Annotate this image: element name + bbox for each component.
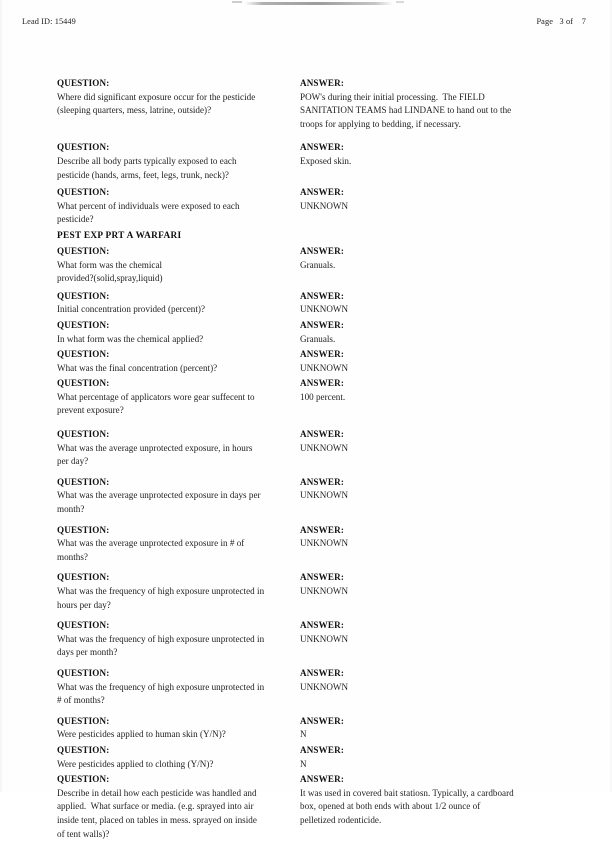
answer-column — [300, 476, 590, 503]
qa-block — [0, 571, 612, 612]
answer-column — [300, 715, 590, 742]
question-column — [57, 377, 300, 418]
qa-block — [0, 377, 612, 418]
question-text-line: What was the average unprotected exposure in days per — [57, 489, 294, 503]
answer-label: ANSWER: — [300, 377, 572, 391]
question-text — [57, 259, 294, 286]
answer-text-line: N — [300, 758, 572, 772]
qa-block-columns — [0, 428, 612, 469]
answer-label: ANSWER: — [300, 773, 572, 787]
question-text-line: Describe all body parts typically exposed to each — [57, 155, 294, 169]
qa-block — [0, 290, 612, 317]
page-number-text: Page 3 of 7 — [536, 17, 586, 26]
answer-label: ANSWER: — [300, 186, 572, 200]
question-text — [57, 758, 294, 772]
answer-text — [300, 259, 572, 273]
question-column — [57, 476, 300, 517]
answer-column — [300, 319, 590, 346]
question-column — [57, 141, 300, 182]
qa-block-spacer — [0, 612, 612, 619]
question-text-line: What form was the chemical — [57, 259, 294, 273]
question-label: QUESTION: — [57, 715, 294, 729]
answer-text — [300, 303, 572, 317]
question-text-line: What was the frequency of high exposure unprotected in — [57, 633, 294, 647]
question-text-line: What was the average unprotected exposure in # of — [57, 537, 294, 551]
question-text — [57, 585, 294, 612]
qa-block — [0, 476, 612, 517]
question-text-line: What was the final concentration (percent)? — [57, 362, 294, 376]
qa-block-spacer — [0, 660, 612, 667]
answer-text-line: UNKNOWN — [300, 633, 572, 647]
answer-column — [300, 245, 590, 272]
qa-block — [0, 428, 612, 469]
question-text-line: provided?(solid,spray,liquid) — [57, 272, 294, 286]
question-text-line: # of months? — [57, 694, 294, 708]
scan-artifact-right — [396, 1, 404, 3]
qa-block-spacer — [0, 517, 612, 524]
question-text-line: month? — [57, 503, 294, 517]
qa-list-top — [0, 77, 612, 229]
qa-block — [0, 186, 612, 227]
question-text-line: months? — [57, 551, 294, 565]
qa-block-columns — [0, 319, 612, 346]
answer-column — [300, 667, 590, 694]
answer-text-line: UNKNOWN — [300, 442, 572, 456]
question-column — [57, 428, 300, 469]
qa-block — [0, 619, 612, 660]
answer-text — [300, 391, 572, 405]
question-text-line: hours per day? — [57, 599, 294, 613]
question-label: QUESTION: — [57, 619, 294, 633]
answer-text — [300, 537, 572, 551]
question-column — [57, 290, 300, 317]
question-label: QUESTION: — [57, 524, 294, 538]
question-text-line: Describe in detail how each pesticide was handled and — [57, 787, 294, 801]
qa-block-columns — [0, 348, 612, 375]
qa-block — [0, 348, 612, 375]
qa-block — [0, 744, 612, 771]
question-text — [57, 91, 294, 118]
question-text-line: of tent walls)? — [57, 828, 294, 841]
question-text — [57, 633, 294, 660]
question-column — [57, 524, 300, 565]
question-text — [57, 489, 294, 516]
question-column — [57, 77, 300, 118]
answer-text-line: It was used in covered bait statiosn. Typically, a cardboard — [300, 787, 572, 801]
answer-text-line: box, opened at both ends with about 1/2 ounce of — [300, 800, 572, 814]
question-text — [57, 155, 294, 182]
qa-block-columns — [0, 571, 612, 612]
qa-block-columns — [0, 377, 612, 418]
answer-label: ANSWER: — [300, 77, 572, 91]
qa-block-spacer — [0, 418, 612, 428]
question-text-line: per day? — [57, 455, 294, 469]
answer-label: ANSWER: — [300, 348, 572, 362]
answer-column — [300, 773, 590, 827]
qa-block-columns — [0, 619, 612, 660]
qa-block — [0, 715, 612, 742]
qa-block-spacer — [0, 564, 612, 571]
qa-block-columns — [0, 290, 612, 317]
answer-label: ANSWER: — [300, 524, 572, 538]
qa-block — [0, 319, 612, 346]
answer-text — [300, 787, 572, 828]
question-label: QUESTION: — [57, 290, 294, 304]
answer-text-line: 100 percent. — [300, 391, 572, 405]
question-text — [57, 200, 294, 227]
qa-block-spacer — [0, 469, 612, 476]
qa-block-columns — [0, 245, 612, 286]
answer-column — [300, 524, 590, 551]
scan-artifact-left — [232, 1, 242, 3]
question-text-line: applied. What surface or media. (e.g. sprayed into air — [57, 800, 294, 814]
answer-text-line: POW's during their initial processing. The FIELD — [300, 91, 572, 105]
answer-text-line: Exposed skin. — [300, 155, 572, 169]
question-text-line: pesticide? — [57, 213, 294, 227]
question-text-line: Were pesticides applied to human skin (Y/N)? — [57, 728, 294, 742]
answer-text — [300, 633, 572, 647]
question-label: QUESTION: — [57, 377, 294, 391]
answer-column — [300, 186, 590, 213]
question-text — [57, 787, 294, 841]
question-text — [57, 303, 294, 317]
answer-text — [300, 333, 572, 347]
question-text-line: Were pesticides applied to clothing (Y/N)? — [57, 758, 294, 772]
answer-column — [300, 377, 590, 404]
qa-block — [0, 667, 612, 708]
answer-text-line: SANITATION TEAMS had LINDANE to hand out to the — [300, 104, 572, 118]
answer-text-line: UNKNOWN — [300, 303, 572, 317]
question-label: QUESTION: — [57, 571, 294, 585]
answer-label: ANSWER: — [300, 476, 572, 490]
question-text-line: What was the average unprotected exposure, in hours — [57, 442, 294, 456]
question-text-line: inside tent, placed on tables in mess. sprayed on inside — [57, 814, 294, 828]
qa-block — [0, 141, 612, 182]
question-text — [57, 391, 294, 418]
answer-label: ANSWER: — [300, 319, 572, 333]
question-column — [57, 773, 300, 841]
answer-text — [300, 758, 572, 772]
answer-text — [300, 91, 572, 132]
question-text-line: (sleeping quarters, mess, latrine, outside)? — [57, 104, 294, 118]
qa-block-columns — [0, 141, 612, 182]
question-text-line: What was the frequency of high exposure unprotected in — [57, 585, 294, 599]
question-text — [57, 681, 294, 708]
answer-text — [300, 362, 572, 376]
question-text — [57, 728, 294, 742]
qa-block-columns — [0, 77, 612, 131]
question-text-line: What percentage of applicators wore gear suffecent to — [57, 391, 294, 405]
answer-column — [300, 141, 590, 168]
qa-block — [0, 77, 612, 131]
question-column — [57, 715, 300, 742]
qa-block — [0, 524, 612, 565]
answer-column — [300, 619, 590, 646]
lead-id-text: Lead ID: 15449 — [22, 17, 76, 26]
answer-label: ANSWER: — [300, 667, 572, 681]
qa-block — [0, 245, 612, 286]
question-text — [57, 362, 294, 376]
question-column — [57, 348, 300, 375]
answer-text-line: UNKNOWN — [300, 537, 572, 551]
question-column — [57, 667, 300, 708]
qa-block-columns — [0, 744, 612, 771]
answer-label: ANSWER: — [300, 571, 572, 585]
answer-label: ANSWER: — [300, 141, 572, 155]
qa-block-columns — [0, 476, 612, 517]
qa-block-spacer — [0, 708, 612, 715]
question-label: QUESTION: — [57, 667, 294, 681]
answer-label: ANSWER: — [300, 619, 572, 633]
question-text — [57, 537, 294, 564]
section-header: PEST EXP PRT A WARFARI — [57, 229, 612, 243]
qa-block-columns — [0, 186, 612, 227]
question-label: QUESTION: — [57, 186, 294, 200]
question-text — [57, 442, 294, 469]
answer-text-line: pelletized rodenticide. — [300, 814, 572, 828]
question-label: QUESTION: — [57, 77, 294, 91]
question-text-line: Initial concentration provided (percent)? — [57, 303, 294, 317]
answer-label: ANSWER: — [300, 290, 572, 304]
question-text-line: In what form was the chemical applied? — [57, 333, 294, 347]
answer-column — [300, 77, 590, 131]
qa-block-spacer — [0, 131, 612, 141]
question-label: QUESTION: — [57, 319, 294, 333]
question-label: QUESTION: — [57, 428, 294, 442]
answer-label: ANSWER: — [300, 245, 572, 259]
question-text-line: What was the frequency of high exposure unprotected in — [57, 681, 294, 695]
question-label: QUESTION: — [57, 245, 294, 259]
question-label: QUESTION: — [57, 744, 294, 758]
answer-text-line: UNKNOWN — [300, 362, 572, 376]
answer-text — [300, 200, 572, 214]
qa-block — [0, 773, 612, 841]
answer-label: ANSWER: — [300, 744, 572, 758]
answer-column — [300, 428, 590, 455]
answer-text-line: N — [300, 728, 572, 742]
question-column — [57, 571, 300, 612]
qa-block-columns — [0, 667, 612, 708]
question-text-line: prevent exposure? — [57, 404, 294, 418]
answer-column — [300, 290, 590, 317]
question-column — [57, 744, 300, 771]
scan-artifact-streak — [245, 2, 393, 5]
answer-text — [300, 489, 572, 503]
question-label: QUESTION: — [57, 348, 294, 362]
question-label: QUESTION: — [57, 773, 294, 787]
answer-text — [300, 681, 572, 695]
question-column — [57, 619, 300, 660]
answer-label: ANSWER: — [300, 428, 572, 442]
answer-column — [300, 744, 590, 771]
question-label: QUESTION: — [57, 476, 294, 490]
answer-text — [300, 728, 572, 742]
answer-text — [300, 155, 572, 169]
answer-column — [300, 571, 590, 598]
qa-content — [0, 77, 612, 841]
question-text-line: Where did significant exposure occur for the pesticide — [57, 91, 294, 105]
answer-text-line: UNKNOWN — [300, 489, 572, 503]
page-header — [22, 17, 590, 26]
answer-text-line: Granuals. — [300, 333, 572, 347]
answer-label: ANSWER: — [300, 715, 572, 729]
question-text-line: pesticide (hands, arms, feet, legs, trunk, neck)? — [57, 169, 294, 183]
question-text — [57, 333, 294, 347]
answer-text-line: UNKNOWN — [300, 585, 572, 599]
question-text-line: days per month? — [57, 646, 294, 660]
answer-text-line: UNKNOWN — [300, 681, 572, 695]
answer-text-line: troops for applying to bedding, if necessary. — [300, 118, 572, 132]
answer-text — [300, 585, 572, 599]
answer-column — [300, 348, 590, 375]
question-label: QUESTION: — [57, 141, 294, 155]
answer-text-line: UNKNOWN — [300, 200, 572, 214]
question-column — [57, 319, 300, 346]
qa-list-bottom — [0, 245, 612, 841]
answer-text-line: Granuals. — [300, 259, 572, 273]
answer-text — [300, 442, 572, 456]
question-column — [57, 245, 300, 286]
qa-block-columns — [0, 524, 612, 565]
qa-block-columns — [0, 773, 612, 841]
question-text-line: What percent of individuals were exposed to each — [57, 200, 294, 214]
question-column — [57, 186, 300, 227]
qa-block-columns — [0, 715, 612, 742]
